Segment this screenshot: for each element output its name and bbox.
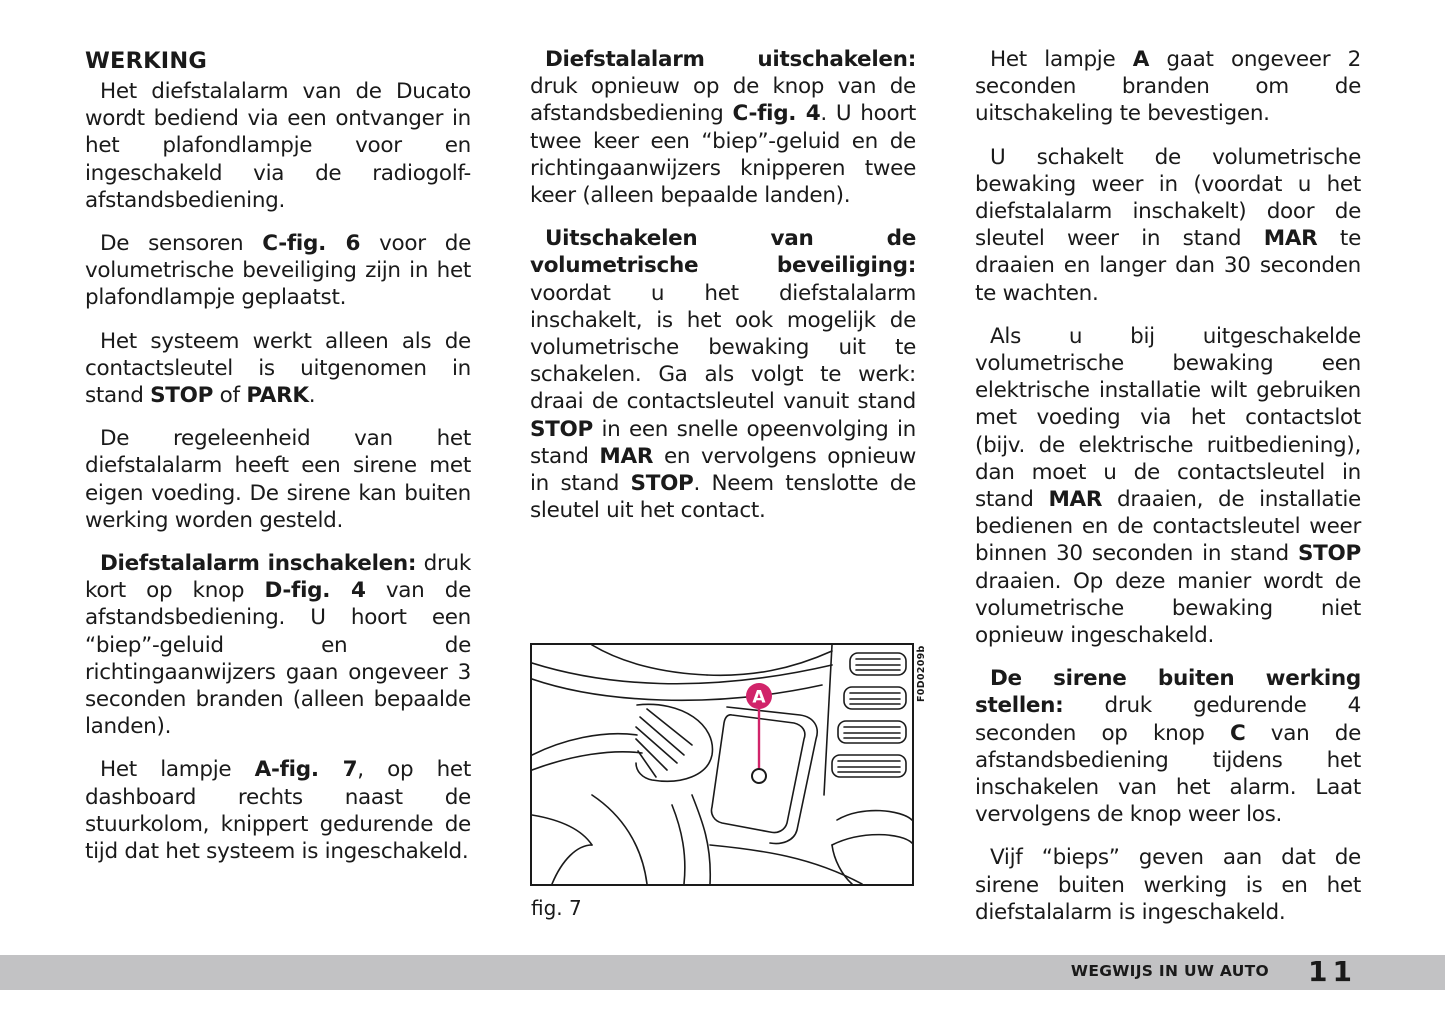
paragraph-electrical-use: Als u bij uitgeschakelde volumetrische bewaking een elektrische installatie wilt gebruiken met voeding via het contactslot (bijv. de elektrische ruitbediening), dan moet u de contactsleutel in stand MAR draaien, de installatie bedienen en de contactsleutel weer binnen 30 seconden in stand STOP draaien. Op deze manier wordt de volumetrische bewaking niet opnieuw ingeschakeld. (975, 323, 1361, 649)
figure-dashboard-illustration (530, 643, 914, 886)
column-middle (530, 46, 916, 540)
dashboard-drawing (532, 645, 912, 884)
warning-led-icon (752, 769, 766, 783)
paragraph-key-position: Het systeem werkt alleen als de contactsleutel is uitgenomen in stand STOP of PARK. (85, 328, 471, 409)
paragraph-led-confirm: Het lampje A gaat ongeveer 2 seconden branden om de uitschakeling te bevestigen. (975, 47, 1361, 127)
paragraph-led: Het lampje A-fig. 7, op het dashboard rechts naast de stuurkolom, knippert gedurende de tijd dat het systeem is ingeschakeld. (85, 757, 471, 865)
paragraph-disarming: Diefstalalarm uitschakelen: druk opnieuw op de knop van de afstandsbediening C-fig. 4. U hoort twee keer een “biep”-geluid en de richtingaanwijzers knipperen twee keer (alleen bepaalde landen). (530, 47, 916, 209)
paragraph-intro: Het diefstalalarm van de Ducato wordt bediend via een ontvanger in het plafondlampje voor en ingeschakeld via de radiogolf-afstandsbediening. (85, 79, 471, 213)
page-number: 11 (1308, 955, 1357, 988)
footer-section-title: WEGWIJS IN UW AUTO (1070, 962, 1269, 980)
figure-caption: fig. 7 (531, 896, 582, 920)
paragraph-siren: De regeleenheid van het diefstalalarm heeft een sirene met eigen voeding. De sirene kan buiten werking worden gesteld. (85, 426, 471, 533)
paragraph-siren-off: De sirene buiten werking stellen: druk gedurende 4 seconden op knop C van de afstandsbediening tijdens het inschakelen van het alarm. Laat vervolgens de knop weer los. (975, 666, 1361, 828)
paragraph-volumetric-on: U schakelt de volumetrische bewaking weer in (voordat u het diefstalalarm inschakelt) door de sleutel weer in stand MAR te draaien en langer dan 30 seconden te wachten. (975, 144, 1361, 306)
paragraph-sensors: De sensoren C-fig. 6 voor de volumetrische beveiliging zijn in het plafondlampje geplaatst. (85, 231, 472, 311)
paragraph-volumetric-off: Uitschakelen van de volumetrische beveiliging: voordat u het diefstalalarm inschakelt, is het ook mogelijk de volumetrische bewaking uit te schakelen. Ga als volgt te werk: draai de contactsleutel vanuit stand STOP in een snelle opeenvolging in stand MAR en vervolgens opnieuw in stand STOP. Neem tenslotte de sleutel uit het contact. (530, 226, 916, 524)
footer-bar (0, 955, 1445, 990)
paragraph-arming: Diefstalalarm inschakelen: druk kort op knop D-fig. 4 van de afstandsbediening. U hoort een “biep”-geluid en de richtingaanwijzers gaan ongeveer 3 seconden branden (alleen bepaalde landen). (85, 551, 471, 740)
figure-code: F0D0209b (916, 645, 927, 702)
section-heading: WERKING (85, 48, 208, 74)
paragraph-beeps: Vijf “bieps” geven aan dat de sirene buiten werking is en het diefstalalarm is ingeschakeld. (975, 845, 1361, 925)
column-right (975, 46, 1361, 942)
column-left (85, 46, 471, 881)
marker-label: A (752, 687, 766, 708)
